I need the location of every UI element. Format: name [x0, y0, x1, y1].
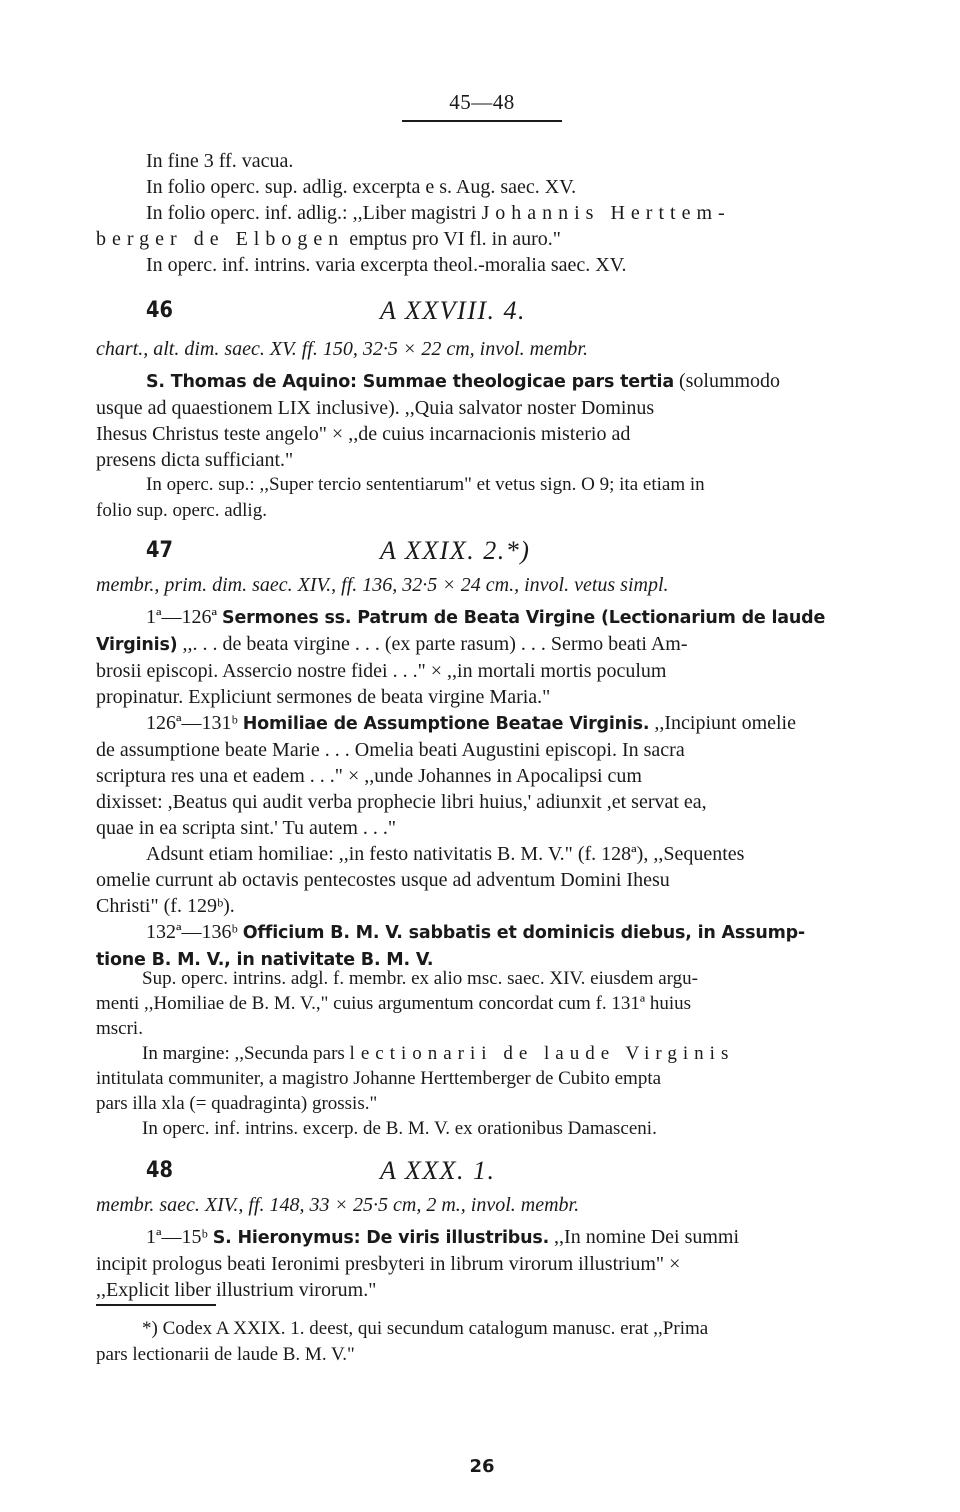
text-line: In fine 3 ff. vacua.: [146, 150, 294, 172]
page-number: 26: [469, 1456, 495, 1477]
text-line: propinatur. Expliciunt sermones de beata virgine Maria.": [96, 686, 551, 708]
text-line: de assumptione beate Marie . . . Omelia beati Augustini episcopi. In sacra: [96, 739, 685, 761]
text-line: Virginis) ,,. . . de beata virgine . . . (ex parte rasum) . . . Sermo beati Am-: [96, 633, 688, 655]
text-line: 1ª—15ᵇ S. Hieronymus: De viris illustribus. ,,In nomine Dei summi: [146, 1226, 740, 1248]
entry-46-content: [96, 368, 868, 473]
shelfmark: A XXIX. 2.*): [380, 536, 531, 565]
text-line: pars lectionarii de laude B. M. V.": [96, 1344, 355, 1365]
physical-description: chart., alt. dim. saec. XV. ff. 150, 32·5 × 22 cm, invol. membr.: [96, 338, 588, 360]
text-line: mscri.: [96, 1018, 143, 1039]
head-rule: [402, 120, 562, 122]
text-line: In operc. inf. intrins. varia excerpta theol.-moralia saec. XV.: [146, 254, 627, 276]
text-line: 132ª—136ᵇ Officium B. M. V. sabbatis et dominicis diebus, in Assump-: [146, 921, 805, 943]
footnote-rule: [96, 1304, 216, 1306]
shelfmark: A XXX. 1.: [380, 1156, 496, 1185]
shelfmark: A XXVIII. 4.: [380, 296, 527, 325]
entry-46-notes: [96, 472, 868, 524]
text-line: quae in ea scripta sint.' Tu autem . . .": [96, 817, 397, 839]
text-line: pars illa xla (= quadraginta) grossis.": [96, 1093, 378, 1114]
text-line: menti ,,Homiliae de B. M. V.," cuius argumentum concordat cum f. 131ª huius: [96, 993, 692, 1014]
text-line: dixisset: ,Beatus qui audit verba prophecie libri huius,' adiunxit ,et servat ea,: [96, 791, 707, 813]
work-title: Homiliae de Assumptione Beatae Virginis.: [242, 714, 650, 734]
text-line: Adsunt etiam homiliae: ,,in festo nativitatis B. M. V." (f. 128ª), ,,Sequentes: [146, 843, 745, 865]
text-line: *) Codex A XXIX. 1. deest, qui secundum catalogum manusc. erat ,,Prima: [142, 1318, 709, 1339]
footnote: [96, 1316, 868, 1368]
physical-description: membr., prim. dim. saec. XIV., ff. 136, 32·5 × 24 cm., invol. vetus simpl.: [96, 574, 669, 596]
entry-number: 47: [146, 538, 173, 563]
text-line: In operc. sup.: ,,Super tercio sententiarum" et vetus sign. O 9; ita etiam in: [146, 474, 705, 495]
text-line: omelie currunt ab octavis pentecostes usque ad adventum Domini Ihesu: [96, 869, 670, 891]
text-line: scriptura res una et eadem . . ." × ,,unde Johannes in Apocalipsi cum: [96, 765, 642, 787]
work-title: Sermones ss. Patrum de Beata Virgine (Lectionarium de laude: [222, 608, 826, 628]
catalogue-page: [96, 0, 868, 1512]
work-title: S. Hieronymus: De viris illustribus.: [212, 1228, 550, 1248]
text-line: 1ª—126ª Sermones ss. Patrum de Beata Virgine (Lectionarium de laude: [146, 606, 826, 628]
entry-number: 46: [146, 298, 173, 323]
text-line: presens dicta sufficiant.": [96, 449, 294, 471]
entry-47-content: [96, 604, 868, 973]
text-line: usque ad quaestionem LIX inclusive). ,,Quia salvator noster Dominus: [96, 397, 655, 419]
text-line: berger de Elbogen emptus pro VI fl. in auro.": [96, 228, 561, 250]
work-title: S. Thomas de Aquino: Summae theologicae pars tertia: [146, 372, 674, 392]
text-line: In folio operc. sup. adlig. excerpta e s. Aug. saec. XV.: [146, 176, 577, 198]
text-line: In margine: ,,Secunda pars lectionarii de laude Virginis: [142, 1043, 735, 1064]
text-line: folio sup. operc. adlig.: [96, 500, 267, 521]
text-line: ,,Explicit liber illustrium virorum.": [96, 1279, 377, 1301]
entry-number: 48: [146, 1158, 173, 1183]
entry-47-notes: [96, 966, 868, 1141]
work-title: Officium B. M. V. sabbatis et dominicis diebus, in Assump-: [242, 923, 805, 943]
running-head: 45—48: [449, 90, 515, 114]
text-line: S. Thomas de Aquino: Summae theologicae pars tertia (solummodo: [146, 370, 781, 392]
text-line: tione B. M. V., in nativitate B. M. V.: [96, 950, 434, 970]
text-line: Christi" (f. 129ᵇ).: [96, 895, 235, 917]
text-line: incipit prologus beati Ieronimi presbyteri in librum virorum illustrium" ×: [96, 1253, 681, 1275]
text-line: Ihesus Christus teste angelo" × ,,de cuius incarnacionis misterio ad: [96, 423, 631, 445]
text-line: 126ª—131ᵇ Homiliae de Assumptione Beatae Virginis. ,,Incipiunt omelie: [146, 712, 796, 734]
entry-45-tail: [96, 148, 868, 278]
text-line: Sup. operc. intrins. adgl. f. membr. ex alio msc. saec. XIV. eiusdem argu-: [142, 968, 698, 989]
text-line: In operc. inf. intrins. excerp. de B. M. V. ex orationibus Damasceni.: [142, 1118, 657, 1139]
text-line: brosii episcopi. Assercio nostre fidei . . ." × ,,in mortali mortis poculum: [96, 660, 667, 682]
entry-48-content: [96, 1224, 868, 1303]
physical-description: membr. saec. XIV., ff. 148, 33 × 25·5 cm, 2 m., invol. membr.: [96, 1194, 580, 1216]
text-line: In folio operc. inf. adlig.: ,,Liber magistri Johannis Herttem-: [146, 202, 731, 224]
text-line: intitulata communiter, a magistro Johanne Herttemberger de Cubito empta: [96, 1068, 662, 1089]
